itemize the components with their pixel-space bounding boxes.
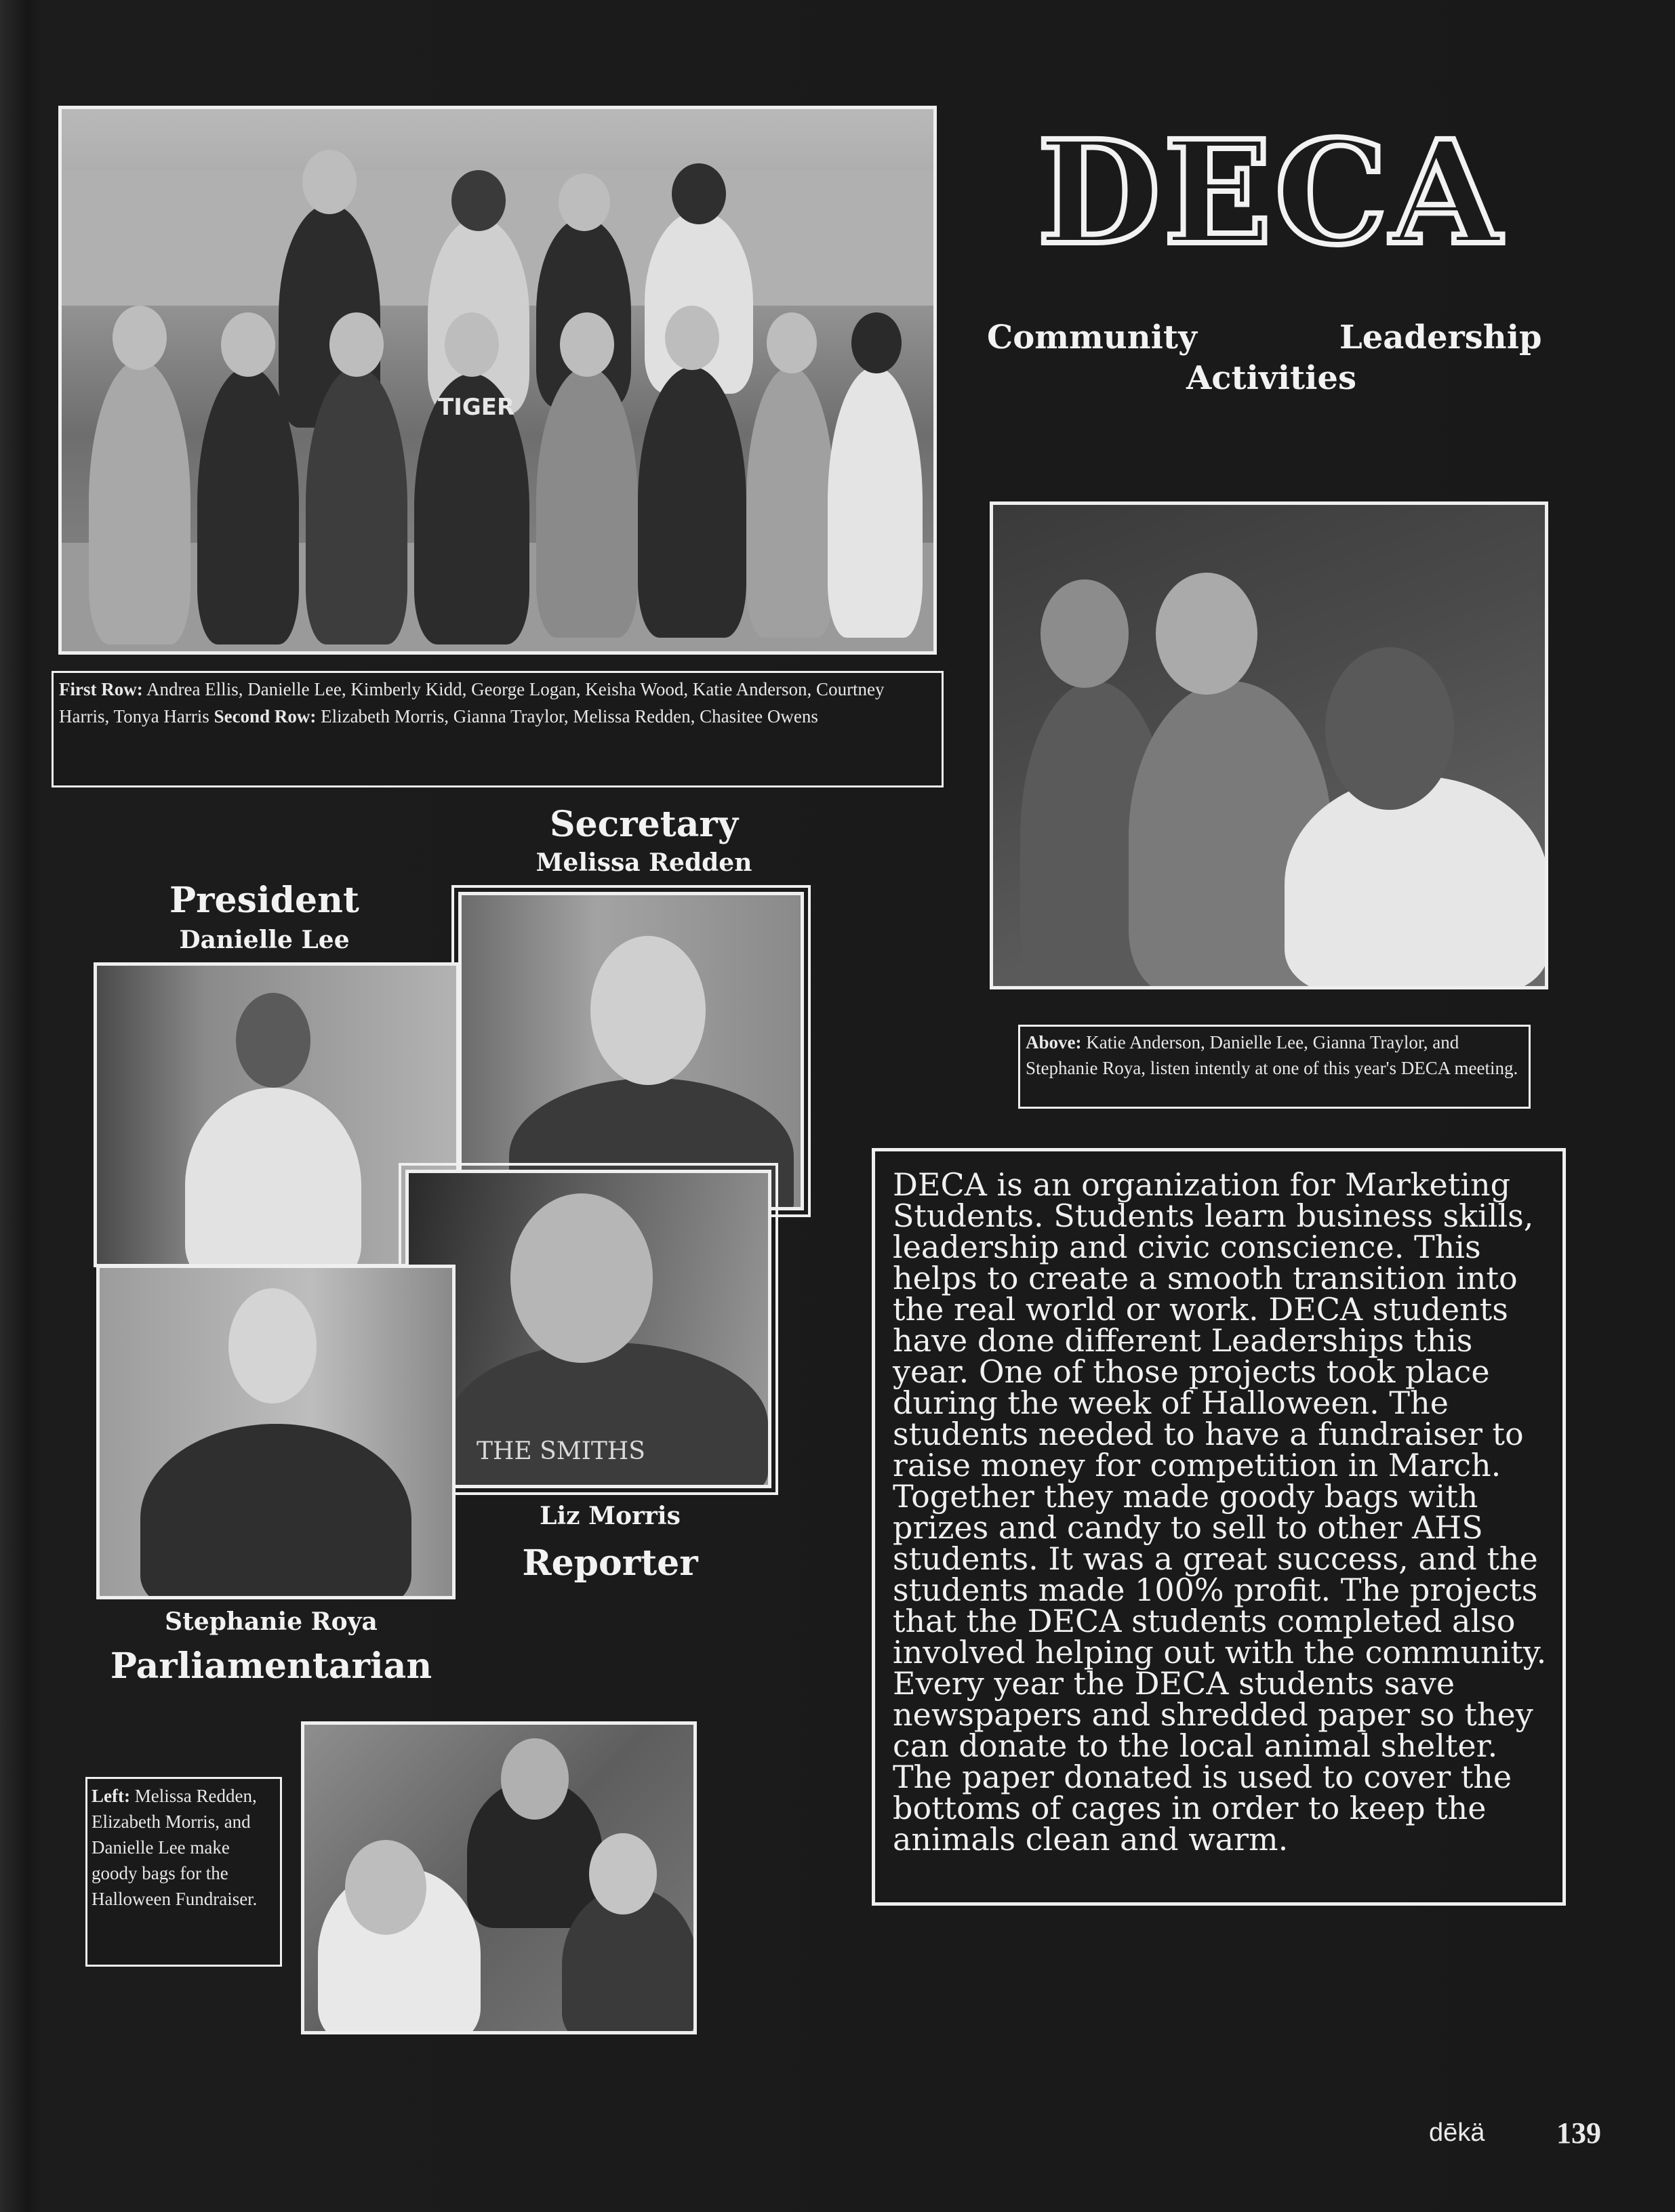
- person-head: [672, 163, 726, 224]
- parliamentarian-name: Stephanie Roya: [165, 1607, 378, 1636]
- secretary-name: Melissa Redden: [536, 848, 752, 877]
- person-figure: [185, 1088, 361, 1267]
- shirt-text: THE SMITHS: [477, 1437, 645, 1465]
- person-head: [1325, 647, 1454, 810]
- person-head: [445, 312, 499, 377]
- meeting-photo: [990, 501, 1548, 989]
- person-head: [510, 1193, 653, 1363]
- caption-text: Katie Anderson, Danielle Lee, Gianna Traylor, and Stephanie Roya, listen intently at one of this year's DECA meeting.: [1026, 1032, 1518, 1078]
- page-number: 139: [1556, 2116, 1601, 2150]
- person-figure: [828, 367, 923, 638]
- fundraiser-photo-caption: [85, 1777, 282, 1967]
- group-photo: [58, 106, 937, 655]
- person-head: [501, 1738, 569, 1820]
- body-text-box: [872, 1148, 1566, 1906]
- person-head: [345, 1840, 426, 1935]
- person-figure: [449, 1343, 768, 1488]
- person-figure: [746, 367, 834, 638]
- fundraiser-photo: [301, 1721, 697, 2034]
- person-head: [1156, 573, 1257, 695]
- person-head: [236, 993, 310, 1088]
- president-title: President: [169, 880, 359, 921]
- person-head: [665, 306, 719, 370]
- person-figure: [306, 367, 407, 644]
- caption-text: Melissa Redden, Elizabeth Morris, and Danielle Lee make goody bags for the Halloween Fundraiser.: [92, 1786, 258, 1909]
- person-head: [1041, 579, 1129, 688]
- person-head: [590, 936, 706, 1085]
- tagline-activities: Activities: [1186, 359, 1356, 397]
- meeting-photo-caption: [1018, 1025, 1531, 1109]
- person-head: [589, 1833, 657, 1914]
- reporter-photo: [405, 1170, 771, 1488]
- person-figure: [1285, 776, 1548, 989]
- person-figure: [197, 367, 299, 644]
- caption-label: Left:: [92, 1786, 130, 1806]
- person-head: [560, 312, 614, 377]
- person-figure: [638, 367, 746, 638]
- caption-label: Second Row:: [214, 706, 317, 726]
- person-head: [113, 306, 167, 370]
- person-head: [767, 312, 817, 373]
- secretary-title: Secretary: [549, 804, 739, 845]
- reporter-name: Liz Morris: [540, 1502, 681, 1530]
- person-head: [302, 150, 357, 214]
- tagline-leadership: Leadership: [1339, 319, 1542, 356]
- person-head: [228, 1288, 317, 1404]
- person-head: [851, 312, 902, 373]
- president-photo: [94, 962, 460, 1267]
- person-figure: [536, 367, 638, 638]
- body-text: DECA is an organization for Marketing Students. Students learn business skills, leadership and civic conscience. This helps to create a smooth transition into the real world or work. DECA students have done different Leaderships this year. One of those projects took place during the week of Halloween. The students needed to have a fundraiser to raise money for competition in March. Together they made goody bags with prizes and candy to sell to other AHS students. It was a great success, and the students made 100% profit. The projects that the DECA students completed also involved helping out with the community. Every year the DECA students save newspapers and shredded paper so they can donate to the local animal shelter. The paper donated is used to cover the bottoms of cages in order to keep the animals clean and warm.: [893, 1166, 1547, 1858]
- person-head: [221, 312, 275, 377]
- person-head: [329, 312, 384, 377]
- caption-label: First Row:: [59, 679, 143, 699]
- caption-text: Andrea Ellis, Danielle Lee, Kimberly Kidd, George Logan, Keisha Wood, Katie Anderson, Courtney Harris, Tonya Harris: [59, 679, 885, 726]
- parliamentarian-photo: [96, 1265, 456, 1599]
- page-title: DECA: [1037, 109, 1504, 276]
- reporter-title: Reporter: [522, 1542, 698, 1584]
- person-head: [451, 170, 506, 231]
- tshirt-text: TIGER: [438, 394, 515, 421]
- secretary-photo: [458, 892, 804, 1210]
- person-head: [559, 173, 610, 231]
- person-figure: [140, 1424, 411, 1599]
- tagline-community: Community: [987, 319, 1197, 356]
- person-figure: [89, 360, 190, 644]
- parliamentarian-title: Parliamentarian: [110, 1645, 432, 1687]
- president-name: Danielle Lee: [179, 926, 350, 954]
- caption-text: Elizabeth Morris, Gianna Traylor, Melissa Redden, Chasitee Owens: [321, 706, 818, 726]
- group-photo-caption: [52, 671, 944, 787]
- footer-pronunciation: dēkä: [1429, 2118, 1485, 2147]
- caption-label: Above:: [1026, 1032, 1082, 1052]
